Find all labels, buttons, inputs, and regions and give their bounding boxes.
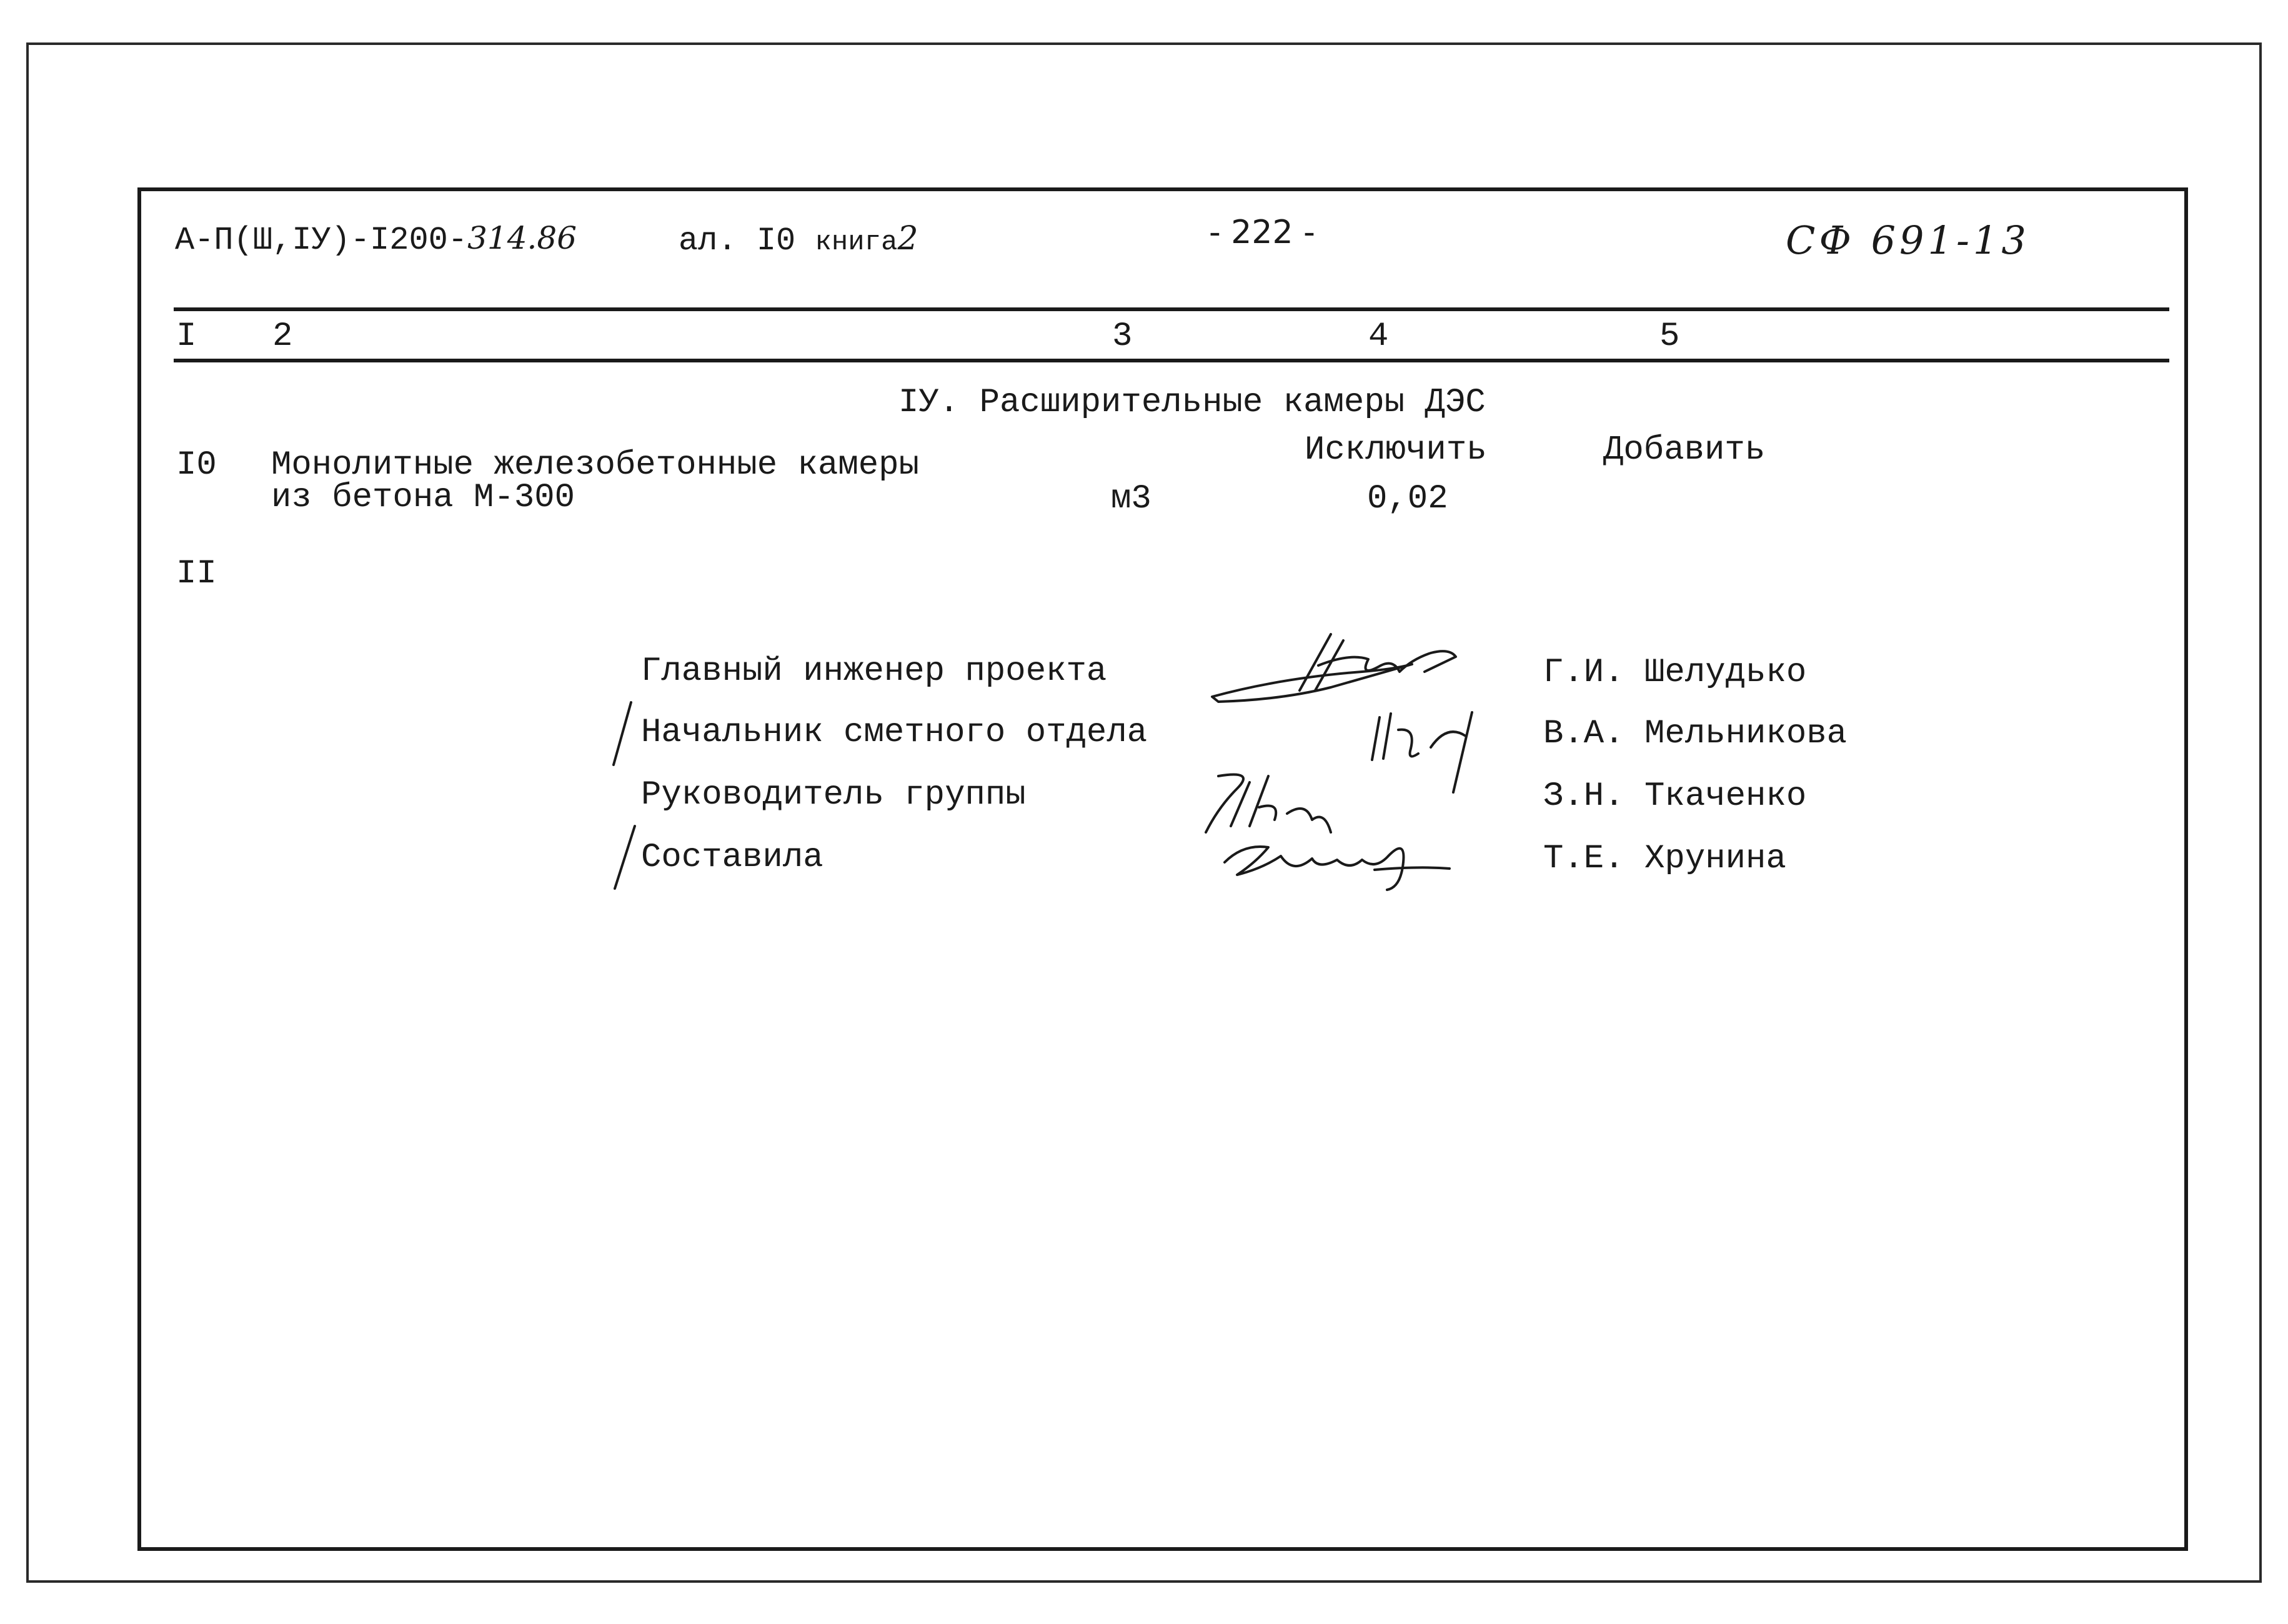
add-heading: Добавить bbox=[1603, 431, 1766, 469]
column-number-2: 2 bbox=[272, 317, 293, 356]
check-mark bbox=[611, 824, 639, 892]
row-number: II bbox=[176, 555, 217, 593]
signatory-name: З.Н. Ткаченко bbox=[1543, 777, 1807, 815]
item-name-line2: из бетона М-300 bbox=[271, 479, 575, 517]
row-number: I0 bbox=[176, 446, 217, 484]
column-number-4: 4 bbox=[1368, 317, 1389, 356]
column-number-5: 5 bbox=[1659, 317, 1680, 356]
signatory-name: В.А. Мельникова bbox=[1543, 715, 1848, 753]
exclude-value: 0,02 bbox=[1367, 480, 1448, 518]
signature-position: Руководитель группы bbox=[641, 776, 1026, 814]
column-number-3: 3 bbox=[1112, 317, 1133, 356]
signatory-name: Т.Е. Хрунина bbox=[1543, 840, 1786, 878]
book-label: книга bbox=[815, 227, 898, 258]
book-number: 2 bbox=[897, 220, 918, 257]
check-mark bbox=[610, 700, 635, 769]
album-number: ал. I0 bbox=[679, 222, 796, 259]
doc-number: СФ 691-13 bbox=[1786, 217, 2030, 263]
signatory-name: Г.И. Шелудько bbox=[1543, 654, 1807, 692]
document-code-handwritten: 314.86 bbox=[467, 220, 577, 256]
signature-image bbox=[1366, 699, 1491, 799]
signature-position: Главный инженер проекта bbox=[641, 652, 1107, 690]
signature-position: Начальник сметного отдела bbox=[641, 714, 1148, 752]
section-title: IУ. Расширительные камеры ДЭС bbox=[898, 384, 1486, 422]
document-code-prefix: А-П(Ш,IУ)-I200- bbox=[175, 222, 468, 259]
column-number-1: I bbox=[176, 317, 197, 356]
table-top-rule bbox=[174, 307, 2169, 311]
item-name-line1: Монолитные железобетонные камеры bbox=[271, 446, 919, 484]
document-code bbox=[175, 222, 577, 257]
exclude-heading: Исключить bbox=[1305, 431, 1487, 469]
signature-image bbox=[1218, 825, 1456, 894]
table-header-rule bbox=[174, 359, 2169, 362]
page-number: - 222 - bbox=[1209, 214, 1315, 251]
signature-position: Составила bbox=[641, 839, 823, 877]
item-unit: м3 bbox=[1111, 480, 1151, 518]
album-label bbox=[679, 222, 918, 257]
